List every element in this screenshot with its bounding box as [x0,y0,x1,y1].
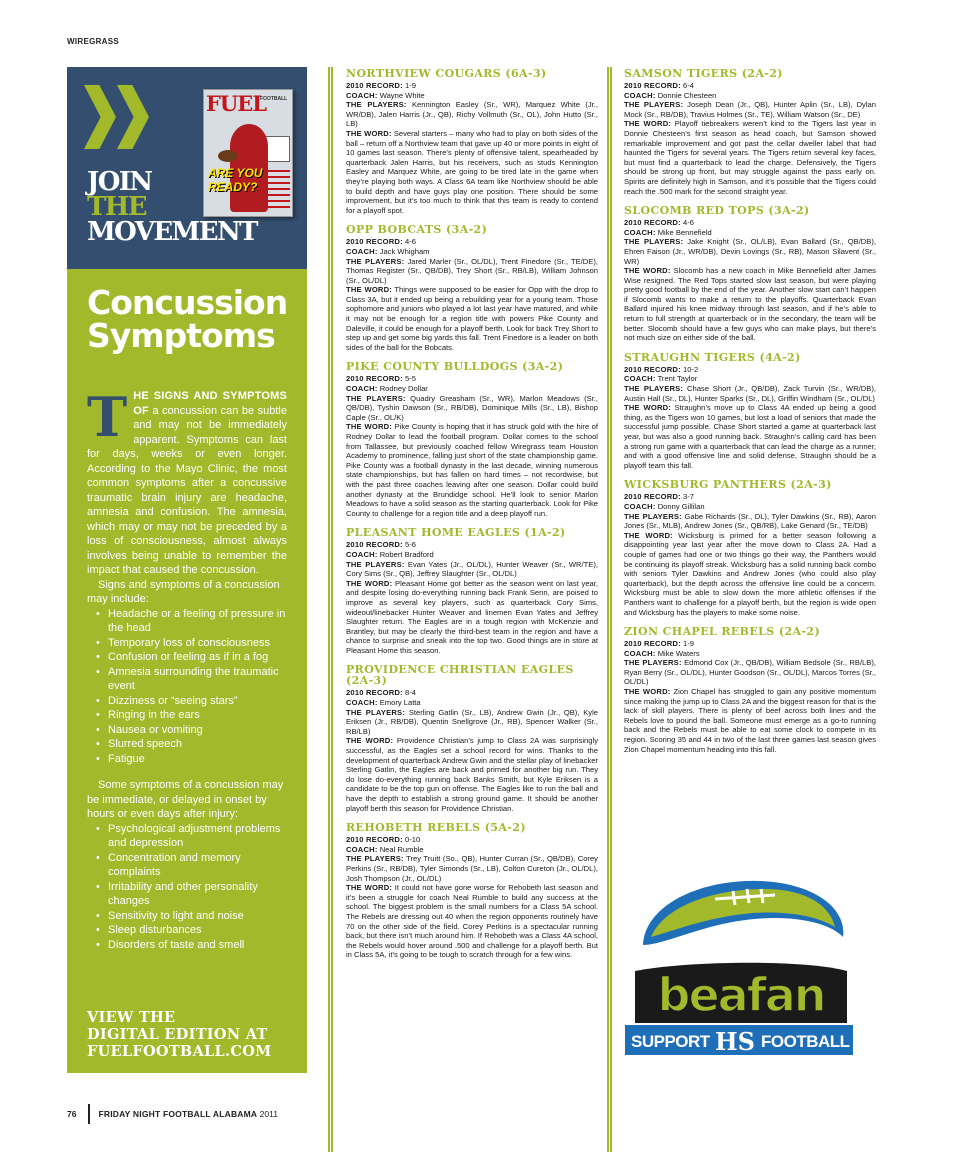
list-item: • Sleep disturbances [87,923,287,938]
team-name: STRAUGHN TIGERS (4A-2) [624,350,801,364]
team-field [624,502,876,512]
chevron-right-icon [84,85,116,149]
team-field [346,422,598,518]
team-players: Quadry Greasham (Sr., WR), Marlon Meadows (Sr., QB/DB), Tyshin Dawson (Sr., RB/DB), Dominique Mills (Sr., LB), Bishop Caple (Sr., OL/K) [346,393,598,422]
field-label: 2010 RECORD: [624,492,681,502]
join-line-3: MOVEMENT [87,217,257,247]
drop-cap: T [87,385,128,449]
list-item: • Dizziness or “seeing stars” [87,694,287,709]
delayed-list [87,822,287,953]
digital-edition-promo [87,1009,272,1060]
field-label: THE WORD: [346,883,393,893]
team-record: 5-6 [404,540,416,550]
footer-divider [88,1104,90,1124]
delayed-intro: Some symptoms of a concussion may be immediate, or delayed in onset by hours or even days after injury: [87,779,284,820]
field-label: THE PLAYERS: [346,854,404,864]
field-label: THE WORD: [346,736,394,746]
team-record: 3-7 [682,492,694,502]
team-field [624,384,876,403]
sidebar [67,67,307,1073]
team-record: 4-6 [404,237,416,247]
team-players: Edmond Cox (Jr., QB/DB), William Bedsole (Sr., RB/LB), Ryan Berry (Sr., OL/DL), Hunter Goodson (Sr., OL/DL), Marcos Torres (Sr., OL/DL) [624,658,876,687]
field-label: 2010 RECORD: [624,639,681,649]
list-item: • Slurred speech [87,737,287,752]
team-field [624,228,876,238]
team-field [624,512,876,531]
team-preview [346,224,598,352]
list-item: • Sensitivity to light and noise [87,909,287,924]
team-field [624,365,876,375]
field-label: COACH: [624,227,656,237]
field-label: THE PLAYERS: [624,100,684,110]
magazine-logo: FUEL [206,91,266,116]
team-coach: Jack Whigham [379,246,430,256]
team-preview [624,626,876,754]
team-word: Pike County is hoping that it has struck gold with the hire of Rodney Dollar to lead the football program. Dollar comes to the school from Tallassee, but previously coached fellow Wiregrass team Houston Academy to prominence, falling just short of the state championship game. Pike County was a football dynasty in the last decade, winning numerous state championships, but has fallen on hard times – not recordwise, but with the past three coaches leaving after one season. Dollar could build another dynasty at the Brundidge school. He’ll look to senior Marlon Meadows to have a solid season as the starting quarterback. Look for Pike County to challenge for a region title and a deep playoff run. [346,422,598,518]
list-item: • Confusion or feeling as if in a fog [87,650,287,665]
section-label: WIREGRASS [67,37,120,46]
team-field [624,119,876,196]
lead-in: HE SIGNS AND SYMPTOMS OF [133,390,287,417]
field-label: COACH: [624,90,656,100]
team-field [346,708,598,737]
field-label: COACH: [346,844,378,854]
team-record: 4-6 [682,218,694,228]
signs-list [87,607,287,767]
field-label: 2010 RECORD: [624,81,681,90]
team-name: SAMSON TIGERS (2A-2) [624,67,783,80]
logo-headline: beafan [657,968,825,1022]
team-word: Straughn’s move up to Class 4A ended up being a good thing, as the Tigers won 10 games, but lost a load of seniors that made the successful jump possible. Chase Short started a game at quarterback last year, but was also a good running back. Straughn’s calling card has been a strong run game with a quarterback that can lead the charge as a runner, and with a good offensive line and solid defense, Straughn should be a playoff team this fall. [624,403,876,470]
team-preview [346,361,598,518]
team-field [624,237,876,266]
team-field [346,384,598,394]
team-word: Playoff tiebreakers weren’t kind to the Tigers last year in Donnie Chesteen’s first season as head coach, but Samson showed remarkable improvement and got past the cellar dweller label that had haunted the Tigers for several years. The Tigers return several key faces, but must find a quarterback to lead the charge. Defensively, the Tigers should be strong up front, but may struggle against the pass early on. Spirits are definitely high in Samson, and it’s possible that the Tigers could reach the .500 mark for the second straight year. [624,119,876,196]
logo-support: SUPPORT [631,1032,710,1051]
field-label: 2010 RECORD: [346,540,403,550]
list-item: • Ringing in the ears [87,708,287,723]
team-field [346,698,598,708]
title-line-1: Concussion [87,283,288,322]
team-word: Zion Chapel has struggled to gain any positive momentum since making the jump up to Class 2A and the biggest reason for that is the lack of skill players. There is plenty of beef across both lines and the Rebels love to pound the ball. Someone must emerge as a go-to running back and the Rebels must be able to eat some clock to compete in its region. Scoring 35 and 44 in two of the last three games last season gives Zion Chapel momentum heading into this fall. [624,687,877,754]
team-name: OPP BOBCATS (3A-2) [346,223,488,237]
team-field [346,247,598,257]
page-number: 76 [67,1109,77,1119]
team-coach: Robert Bradford [379,549,434,559]
team-field [346,688,598,698]
team-column-1 [346,68,598,969]
magazine-sub: FOOTBALL [260,96,288,102]
team-record: 1-9 [682,639,694,649]
logo-football: FOOTBALL [761,1032,850,1051]
field-label: THE PLAYERS: [346,393,406,403]
team-word: It could not have gone worse for Rehobeth last season and it’s been a struggle for coach Neal Rumble to build any success at the school. The biggest problem is the small numbers for a Class 5A school. The Rebels are dressing out 40 when the region opponents routinely have 70 on the other side of the field. Corey Perkins is a spectacular running back, but there isn’t much around him. If Rehobeth was a Class 4A school, the Rebels would hover around .500 and challenge for a playoff berth. But in Class 5A, it’s going to be tough to scratch through for a few wins. [346,883,598,960]
team-word: Things were supposed to be easier for Opp with the drop to Class 3A, but it ended up being a rebuilding year for a young team. Those sophomore and juniors who played a lot last year have matured, and while it may not be enough for a region title with powers Pike County and Daleville, it could be enough for a playoff berth. Look for back Trey Short to step up and get some big yards this fall. Trent Finedore is a leader on both sides of the ball for the Bobcats. [346,285,598,352]
team-name: NORTHVIEW COUGARS (6A-3) [346,67,547,80]
list-item: • Irritability and other personality changes [87,880,287,909]
list-item: • Nausea or vomiting [87,723,287,738]
team-players: Jake Knight (Sr., OL/LB), Evan Ballard (Sr., QB/DB), Ehren Faison (Jr., WR/DB), Devin Lovings (Sr., RB), Mason Silavent (Sr., WR) [624,237,876,266]
team-record: 1-9 [404,81,416,90]
field-label: THE WORD: [624,266,671,276]
field-label: 2010 RECORD: [624,218,681,228]
team-field [624,531,876,617]
team-field [624,100,876,119]
team-field [346,91,598,101]
team-field [346,550,598,560]
team-field [624,218,876,228]
field-label: THE WORD: [624,403,672,413]
list-item: • Fatigue [87,752,287,767]
team-coach: Wayne White [379,90,425,100]
publication-year: 2011 [259,1109,278,1119]
list-item: • Headache or a feeling of pressure in the head [87,607,287,636]
team-record: 6-4 [682,81,694,90]
list-item: • Concentration and memory complaints [87,851,287,880]
team-field [346,560,598,579]
field-label: 2010 RECORD: [346,81,403,90]
field-label: THE WORD: [346,128,392,138]
magazine-cover-text: ARE YOU READY? [208,166,263,194]
team-word: Slocomb has a new coach in Mike Bennefield after James Wise resigned. The Red Tops started slow last season, but were playing pretty good football by the end of the year. Another slow start can’t happen if Slocomb wants to make a return to the playoffs. Quarterback Evan Ballard injured his knee midway through last season, and if he’s able to return to full strength at quarterback or in the secondary, the team will be better. Slocomb should have a few guys who can make plays, but there’s not much size on either side of the ball. [624,266,876,343]
field-label: 2010 RECORD: [346,688,403,698]
team-field [346,374,598,384]
field-label: THE PLAYERS: [624,658,682,668]
field-label: THE WORD: [624,119,672,129]
field-label: COACH: [346,246,378,256]
team-field [346,883,598,960]
intro-paragraph [87,385,287,578]
team-field [346,129,598,215]
team-preview [624,352,876,471]
team-field [624,649,876,659]
signs-intro: Signs and symptoms of a concussion may include: [87,578,280,605]
team-players: Sterling Gatlin (Sr., LB), Andrew Gwin (Jr., QB), Kyle Eriksen (Jr., RB/DB), Quentin Snellgrove (Jr., RB), Spencer Walker (Sr., RB/LB) [346,707,598,736]
field-label: THE WORD: [346,578,393,588]
column-divider [607,67,612,1152]
team-word: Wicksburg is primed for a better season following a disappointing year last year after the move down to Class 2A. Had a couple of games had one or two things go their way, the Panthers would be continuing its playoff streak. Wicksburg has a solid running back combo with seniors Tyler Dawkins and Andrew Jones (who could also play quarterback), but the depth across the offensive line could be a concern. Wicksburg must be able to slow down the more athletic offenses if the Panthers want to challenge for a playoff berth, but the region is wide open and Wicksburg has the players to make some noise. [624,530,876,617]
team-field [624,374,876,384]
team-coach: Donny Gillilan [657,501,705,511]
field-label: THE PLAYERS: [624,384,684,394]
team-record: 10-2 [682,364,699,374]
team-field [346,100,598,129]
team-name: ZION CHAPEL REBELS (2A-2) [624,625,821,639]
intro-text: a concussion can be subtle and may not be immediately apparent. Symptoms can last for days, weeks or even longer. According to the Mayo Clinic, the most common symptoms after a concussive traumatic brain injury are headache, amnesia and confusion. The amnesia, which may or may not be preceded by a loss of consciousness, almost always involves being unable to remember the impact that caused the concussion. [87,404,287,576]
team-name: SLOCOMB RED TOPS (3A-2) [624,204,810,218]
field-label: THE WORD: [346,285,393,295]
list-item: • Disorders of taste and smell [87,938,287,953]
team-field [346,257,598,286]
team-field [624,492,876,502]
promo-line-2: DIGITAL EDITION AT [87,1026,268,1043]
promo-link[interactable]: FUELFOOTBALL.COM [87,1043,272,1060]
column-divider [328,67,333,1152]
promo-line-1: VIEW THE [87,1009,176,1026]
team-record: 5-5 [404,374,416,384]
team-field [624,81,876,91]
team-word: Several starters – many who had to play on both sides of the ball – return off a Northview team that gave up 40 or more points in eight of 10 games last season. There’s plenty of offensive talent, spearheaded by quarterback Jalen Harris, but his receivers, such as studs Kennington Easley and Marquez White, are going to be tired late in the game when they’re playing both ways. A Class 6A team like Northview should be able to build depth and have guys play one position. There should be some improvement, but it’s too much to think that this team is ready to contend for a playoff spot. [346,128,598,215]
field-label: THE PLAYERS: [624,237,684,247]
team-coach: Rodney Dollar [379,384,428,394]
chevron-right-icon [117,85,149,149]
field-label: THE WORD: [624,687,671,697]
team-name: PROVIDENCE CHRISTIAN EAGLES (2A-3) [346,663,574,688]
field-label: 2010 RECORD: [624,364,681,374]
team-field [346,540,598,550]
team-players: Trey Truitt (So., QB), Hunter Curran (Sr., QB/DB), Corey Perkins (Sr., RB/DB), Tyler Simonds (Sr., LB), Colton Cureton (Jr., OL/DL), Josh Thompson (Jr., OL/DL) [346,854,598,883]
field-label: THE PLAYERS: [346,559,405,569]
field-label: COACH: [346,698,378,708]
team-preview [624,479,876,617]
team-preview [346,527,598,655]
team-preview [624,205,876,343]
team-word: Pleasant Home got better as the season went on last year, and despite losing do-everything running back Frank Senn, are poised to improve as several key players, such as quarterback Cory Sims, wideout/linebacker Hunter Weaver and linemen Evan Yates and Jeffrey Slaughter return. The Eagles are in a tough region with McKenzie and Brantley, but may be clearly the third-best team in the region and have a chance to surprise and sneak into the top two. Good things are in store at Pleasant Home this season. [346,578,598,655]
list-item: • Temporary loss of consciousness [87,636,287,651]
join-line-2: THE [87,192,146,222]
field-label: THE PLAYERS: [624,511,682,521]
field-label: 2010 RECORD: [346,237,403,247]
field-label: COACH: [346,90,378,100]
team-field [346,579,598,656]
sidebar-header [67,67,307,269]
team-preview [346,664,598,813]
field-label: 2010 RECORD: [346,835,403,845]
team-players: Kennington Easley (Sr., WR), Marquez White (Jr., WR/DB), Jalen Harris (Jr., QB), Richy Vollmuth (Sr., OL), John Hutto (Sr., LB) [346,100,598,129]
team-players: Gabe Richards (Sr., DL), Tyler Dawkins (Sr., RB), Aaron Jones (Sr., MLB), Andrew Jones (Sr., QB/RB), Lake Genard (Sr., TE/DB) [624,511,876,531]
team-field [346,736,598,813]
field-label: COACH: [624,501,656,511]
field-label: COACH: [624,374,656,384]
team-name: REHOBETH REBELS (5A-2) [346,821,526,835]
list-item: • Psychological adjustment problems and depression [87,822,287,851]
field-label: THE WORD: [624,530,673,540]
team-column-2 [624,68,876,763]
team-field [346,394,598,423]
football-icon [218,150,238,162]
page-footer [67,1104,278,1124]
team-field [624,91,876,101]
team-name: PIKE COUNTY BULLDOGS (3A-2) [346,360,564,374]
team-name: WICKSBURG PANTHERS (2A-3) [624,478,832,492]
team-field [346,81,598,91]
field-label: COACH: [346,384,378,394]
team-record: 8-4 [404,688,416,698]
team-field [346,285,598,352]
team-coach: Neal Rumble [379,844,424,854]
field-label: COACH: [346,549,378,559]
title-line-2: Symptoms [87,316,275,355]
field-label: THE PLAYERS: [346,707,406,717]
be-a-fan-logo [625,875,853,1057]
team-preview [346,822,598,960]
team-field [624,639,876,649]
team-field [346,854,598,883]
team-field [346,835,598,845]
field-label: COACH: [624,648,656,658]
team-preview [624,68,876,196]
field-label: THE WORD: [346,422,393,432]
team-word: Providence Christian’s jump to Class 2A was surprisingly successful, as the Eagles set a school record for wins. Thanks to the development of quarterback Andrew Gwin and the stellar play of linebacker Sterling Gatlin, the Eagles are back and primed for another big run. They do lose do-everything running back Banks Smith, but Kyle Eriksen is a candidate to be the top gun on offense. The Eagles like to run the ball and have the depth to establish a strong ground game. It should be another playoff berth this season for Providence Christian. [346,736,599,813]
team-coach: Mike Waters [657,648,700,658]
team-name: PLEASANT HOME EAGLES (1A-2) [346,526,566,540]
team-players: Evan Yates (Jr., OL/DL), Hunter Weaver (Sr., WR/TE), Cory Sims (Sr., QB), Jeffrey Slaughter (Sr., OL/DL) [346,559,598,579]
sidebar-title [87,283,288,355]
field-label: THE PLAYERS: [346,256,405,266]
team-field [624,658,876,687]
join-headline [87,167,257,247]
team-players: Chase Short (Jr., QB/DB), Zack Turvin (Sr., WR/DB), Austin Hall (Sr., DL), Hunter Sparks (Sr., DL), Griffin Windham (Sr., OL/DL) [624,384,876,403]
team-players: Jared Marler (Sr., OL/DL), Trent Finedore (Sr., TE/DE), Thomas Register (Sr., QB/DB), Trey Short (Sr., RB/LB), William Johnson (Sr., OL/DL) [346,256,598,285]
team-coach: Mike Bennefield [657,227,712,237]
list-item: • Amnesia surrounding the traumatic event [87,665,287,694]
team-field [346,845,598,855]
sidebar-body [87,385,287,952]
field-label: THE PLAYERS: [346,100,407,110]
publication-name: FRIDAY NIGHT FOOTBALL ALABAMA [98,1109,258,1119]
team-players: Joseph Dean (Jr., QB), Hunter Aplin (Sr., LB), Dylan Mock (Sr., RB/DB), Travius Holmes (Sr., TE), William Watson (Sr., DE) [624,100,876,119]
team-field [624,687,876,754]
team-preview [346,68,598,215]
logo-hs: HS [715,1027,756,1056]
team-coach: Trent Taylor [657,374,698,384]
team-record: 0-10 [404,835,421,845]
team-field [346,237,598,247]
team-coach: Donnie Chesteen [657,90,717,100]
team-field [624,266,876,343]
team-coach: Emory Latta [379,698,421,708]
field-label: 2010 RECORD: [346,374,403,384]
team-field [624,403,876,470]
join-line-1: JOIN [87,167,152,197]
